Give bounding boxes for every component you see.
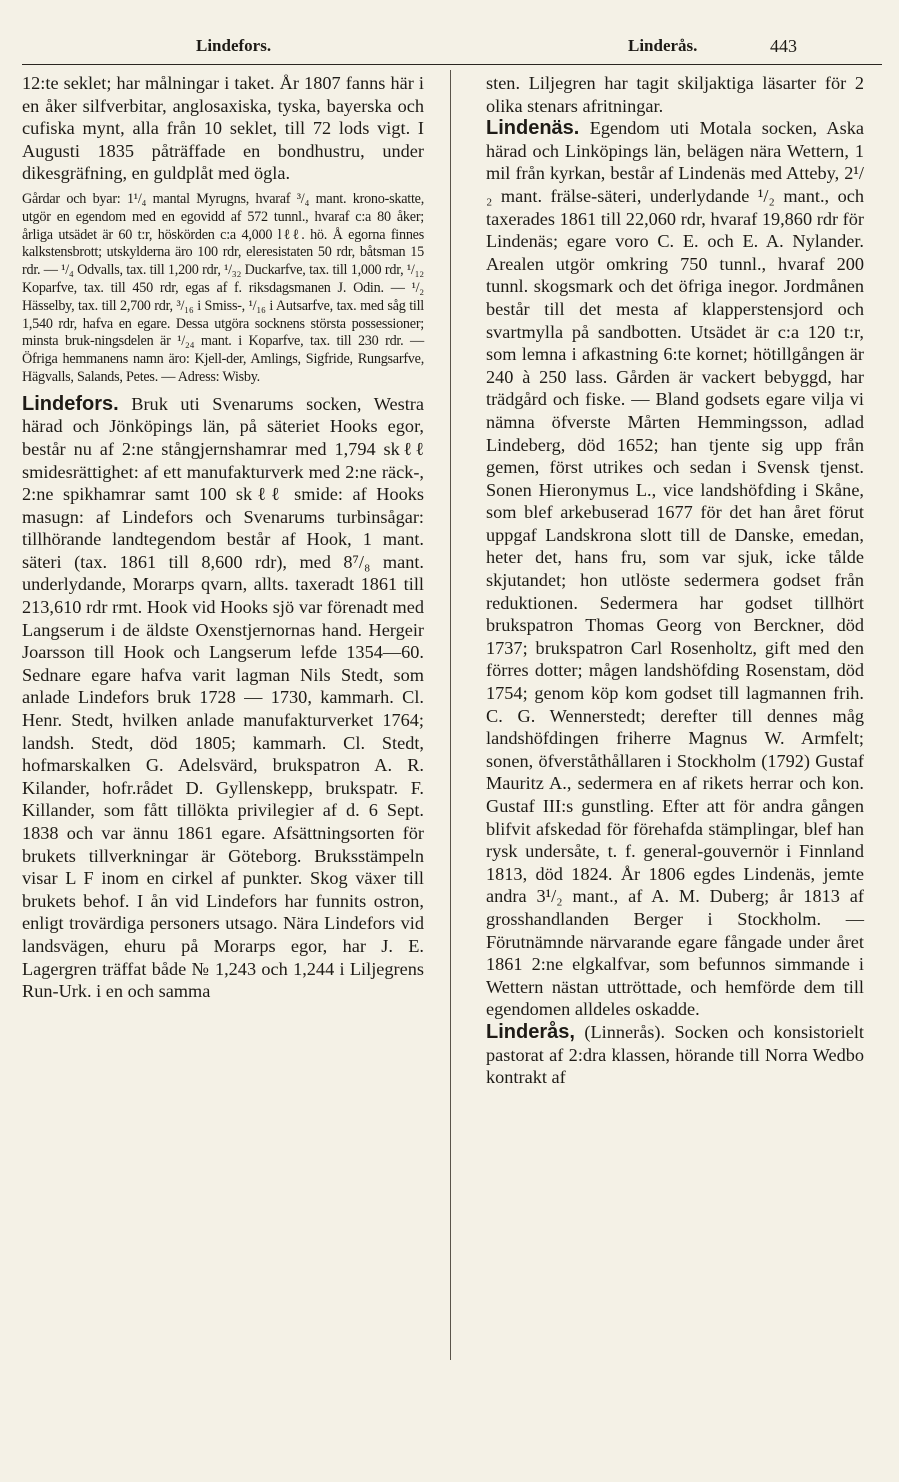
entry-lindefors bbox=[22, 393, 424, 1003]
header-center-title: Linderås. bbox=[628, 36, 698, 55]
header-rule bbox=[22, 64, 882, 65]
right-column bbox=[486, 72, 864, 1089]
entry-lindenas bbox=[486, 117, 864, 1021]
entry-lindefors-heading: Lindefors. bbox=[22, 392, 119, 415]
page-number: 443 bbox=[770, 36, 797, 56]
entry-lindenas-text: Egendom uti Motala socken, Aska härad och Linköpings län, belägen nära Wettern, 1 mil från kyrkan, består af Lindenäs med Atteby, 2¹/₂ mant. frälse-säteri, underlydande ¹/₂ mant., och taxerades 1861 till 22,060 rdr, hvaraf 19,860 rdr för Lindenäs; egare voro C. E. och E. A. Nylander. Arealen utgör omkring 750 tunnl., hvaraf 200 tunnl. skogsmark och det öfriga inegor. Jordmånen består till det mesta af klapperstensjord och svartmylla på sandbotten. Utsädet är c:a 120 t:r, som lemna i afkastning 6:te kornet; hötillgången är 240 à 250 lass. Gården är vackert bebyggd, har trädgård och fiske. — Bland godsets egare vilja vi nämna öfverste Mårten Hemmingsson, adlad Lindeberg, död 1652; han tjente sig upp från gemen, först utrikes och sedan i Svensk tjenst. Sonen Hieronymus L., vice landshöfding i Skåne, som blef arkebuserad 1677 för det han året förut uppgaf Landskrona slott till de Danske, emedan, heter det, hans fru, som var sjuk, icke tålde skjutandet; hon utlöste sedermera godset från reduktionen. Sedermera har godset tillhört brukspatron Thomas Georg von Berckner, död 1737; brukspatron Carl Rosenholtz, gift med den förres dotter; mågen landshöfding Rosenstam, död 1754; genom köp kom godset till lagmannen frih. C. G. Wennerstedt; derefter till dennes måg landshöfdingen friherre Magnus W. Armfelt; sonen, öfverståthållaren i Stockholm (1792) Gustaf Mauritz A., sedermera en af rikets herrar och kon. Gustaf III:s gunstling. Efter att för andra gången blifvit afskedad för förehafda stämplingar, blef han rysk undersåte, t. f. general-gouvernör i Finnland 1813, död 1824. År 1806 egdes Lindenäs, jemte andra 3¹/₂ mant., af A. M. Duberg; år 1813 af grosshandlanden Berger i Stockholm. — Förutnämnde närvarande egare fångade under året 1861 2:ne elgkalfvar, som befunnos simmande i Wettern nästan uttröttade, och hemförde dem till egendomen alldeles oskadde. bbox=[486, 118, 864, 1020]
left-top-paragraph: 12:te seklet; har målningar i taket. År 1807 fanns här i en åker silfverbitar, anglosaxiska, tyska, bayerska och cufiska mynt, alla från 10 seklet, till 72 lods vigt. I Augusti 1835 påträffade en bondhustru, under dikesgräfning, en guldplåt med ögla. bbox=[22, 73, 424, 184]
entry-lindenas-heading: Lindenäs. bbox=[486, 117, 580, 140]
left-column bbox=[22, 72, 424, 1003]
running-header bbox=[0, 36, 899, 58]
entry-lindefors-text: Bruk uti Svenarums socken, Westra härad och Jönköpings län, på säteriet Hooks egor, består nu af 2:ne stångjernshamrar med 1,794 skℓℓ smidesrättighet: af ett manufakturverk med 2:ne räck-, 2:ne spikhamrar samt 100 skℓℓ smide: af Hooks masugn: af Lindefors och Svenarums turbinsågar: tillhörande landtegendom består af Hook, 1 mant. säteri (tax. 1861 till 8,600 rdr), med 8⁷/₈ mant. underlydande, Morarps qvarn, allts. taxeradt 1861 till 213,610 rdr rmt. Hook vid Hooks sjö var förenadt med Langserum i de äldste Oxenstjernornas hand. Hergeir Joarsson till Hook och Langserum lefde 1354—60. Sednare egare hafva varit lagman Nils Stedt, som anlade Lindefors bruk 1728 — 1730, kammarh. Cl. Henr. Stedt, hvilken anlade manufakturverket 1764; landsh. Stedt, död 1805; kammarh. Cl. Stedt, hofmarskalken G. Adelsvärd, brukspatron A. R. Kilander, hofr.rådet D. Gyllenskepp, brukspatr. F. Killander, som fått tillökta privilegier af d. 6 Sept. 1838 och var ännu 1861 egare. Afsättningsorten för brukets tillverkningar är Göteborg. Bruksstämpeln visar L F inom en cirkel af punkter. Skog växer till brukets behof. I ån vid Lindefors har funnits ostron, enligt trovärdiga personers utsago. Nära Lindefors vid landsvägen, ehuru på Morarps egor, har J. E. Lagergren träffat både № 1,243 och 1,244 i Liljegrens Run-Urk. i en och samma bbox=[22, 393, 425, 1002]
header-left-title: Lindefors. bbox=[196, 36, 272, 55]
entry-linderas-heading: Linderås, bbox=[486, 1020, 575, 1043]
entry-linderas bbox=[486, 1021, 864, 1089]
right-top-paragraph: sten. Liljegren har tagit skiljaktiga läsarter för 2 olika stenars afritningar. bbox=[486, 73, 864, 116]
entry-linderas-text: (Linnerås). Socken och konsistorielt pastorat af 2:dra klassen, hörande till Norra Wedbo kontrakt af bbox=[486, 1021, 865, 1088]
left-small-paragraph: Gårdar och byar: 1¹/₄ mantal Myrugns, hvaraf ³/₄ mant. krono-skatte, utgör en egendom med en egovidd af 572 tunnl., hvaraf c:a 80 åker; årliga utsädet är 60 t:r, höskörden c:a 4,000 lℓℓ. hö. Å egorna finnes kalkstensbrott; utskylderna äro 100 rdr, eleresistaten 50 rdr, båtsman 15 rdr. — ¹/₄ Odvalls, tax. till 1,200 rdr, ¹/₃₂ Duckarfve, tax. till 1,000 rdr, ¹/₁₂ Koparfve, tax. till 450 rdr, egas af f. riksdagsmanen J. Odin. — ¹/₂ Hässelby, tax. till 2,700 rdr, ³/₁₆ i Smiss-, ¹/₁₆ i Autsarfve, tax. med såg till 1,540 rdr, hafva en egare. Dessa utgöra socknens största possessioner; minsta bruk-ningsdelen är ¹/₂₄ mant. i Koparfve, tax. till 230 rdr. — Öfriga hemmanens namn äro: Kjell-der, Amlings, Sigfride, Rungsarfve, Hägvalls, Salands, Petes. — Adress: Wisby. bbox=[22, 190, 424, 385]
column-divider bbox=[450, 70, 451, 1360]
